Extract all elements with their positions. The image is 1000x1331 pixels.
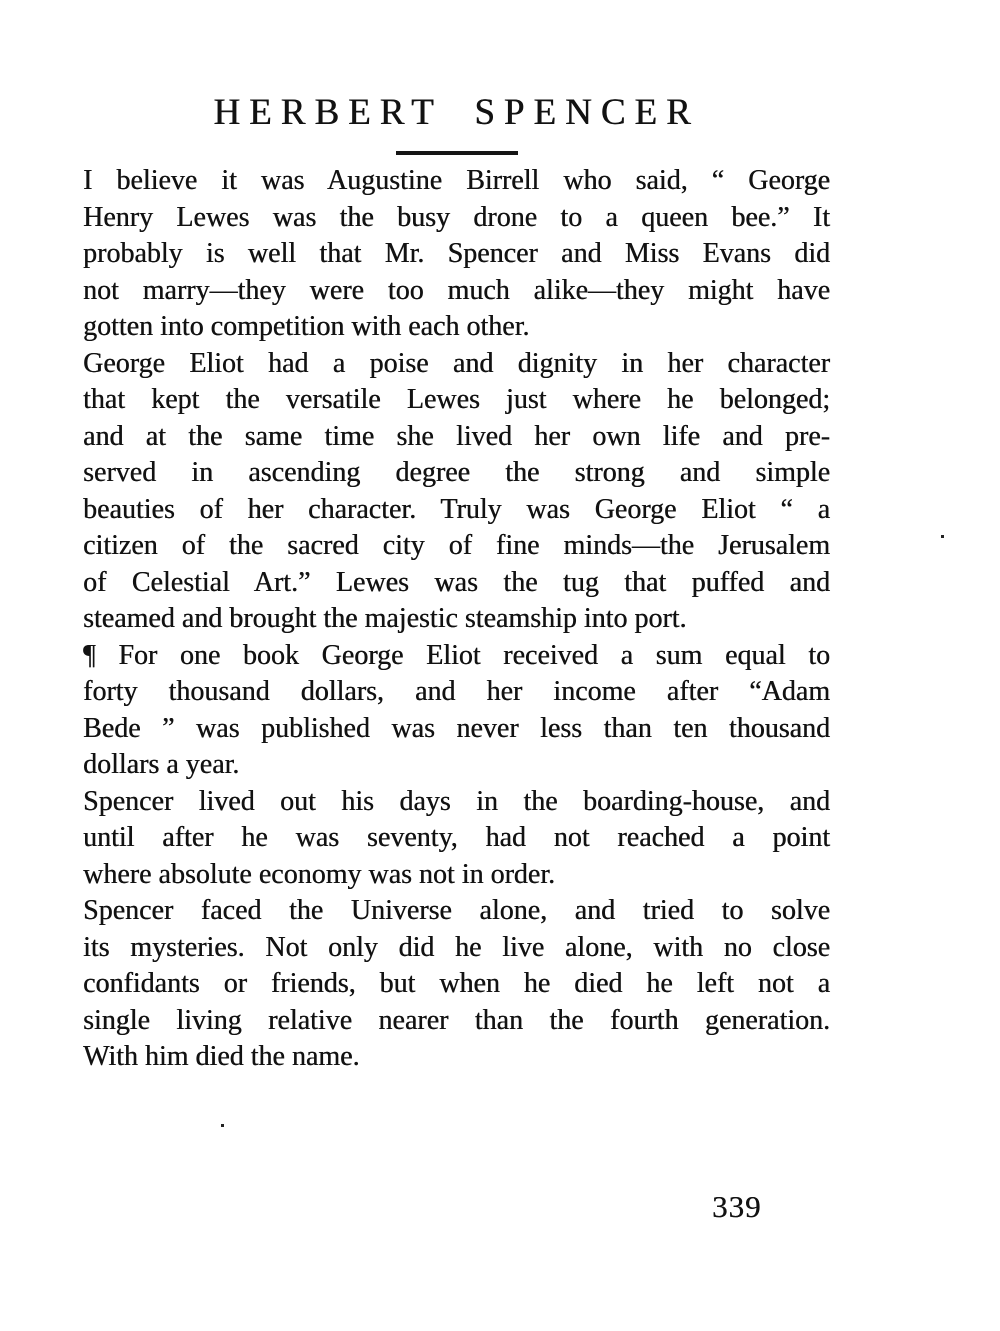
page-number: 339 (712, 1189, 762, 1224)
text-line: citizen of the sacred city of fine minds—the Jerusalem (83, 530, 830, 561)
paragraph (83, 346, 830, 638)
text-line: steamed and brought the majestic steamship into port. (83, 603, 687, 634)
text-line: of Celestial Art.” Lewes was the tug that puffed and (83, 566, 830, 598)
text-line: until after he was seventy, had not reached a point (83, 822, 830, 853)
paragraph (83, 893, 830, 1076)
paragraph (83, 638, 830, 784)
text-line: its mysteries. Not only did he live alone, with no close (83, 931, 830, 963)
text-line: served in ascending degree the strong and simple (83, 457, 830, 488)
text-line: beauties of her character. Truly was George Eliot “ a (83, 493, 830, 525)
text-line: and at the same time she lived her own life and pre- (83, 420, 830, 452)
text-line: forty thousand dollars, and her income after “Adam (83, 676, 830, 707)
scan-speck (941, 535, 944, 538)
text-line: Henry Lewes was the busy drone to a queen bee.” It (83, 201, 830, 233)
text-line: George Eliot had a poise and dignity in her character (83, 347, 830, 379)
divider-bar (396, 151, 518, 155)
text-line: not marry—they were too much alike—they might have (83, 274, 830, 306)
paragraph (83, 163, 830, 346)
page-title: HERBERT SPENCER (213, 92, 700, 133)
scan-speck (221, 1124, 224, 1127)
body-text (83, 163, 830, 1076)
text-line: gotten into competition with each other. (83, 311, 530, 342)
paragraph (83, 784, 830, 894)
text-line: that kept the versatile Lewes just where he belonged; (83, 384, 830, 415)
text-line: With him died the name. (83, 1041, 360, 1072)
text-line: probably is well that Mr. Spencer and Miss Evans did (83, 238, 830, 269)
text-line: Spencer lived out his days in the boarding-house, and (83, 785, 830, 817)
text-line: Spencer faced the Universe alone, and tried to solve (83, 895, 830, 926)
text-line: confidants or friends, but when he died he left not a (83, 968, 830, 999)
text-line: single living relative nearer than the fourth generation. (83, 1004, 830, 1036)
text-line: ¶ For one book George Eliot received a sum equal to (83, 639, 830, 671)
text-line: where absolute economy was not in order. (83, 858, 555, 890)
text-line: I believe it was Augustine Birrell who said, “ George (83, 165, 830, 196)
text-line: Bede ” was published was never less than ten thousand (83, 712, 830, 744)
text-line: dollars a year. (83, 749, 240, 780)
